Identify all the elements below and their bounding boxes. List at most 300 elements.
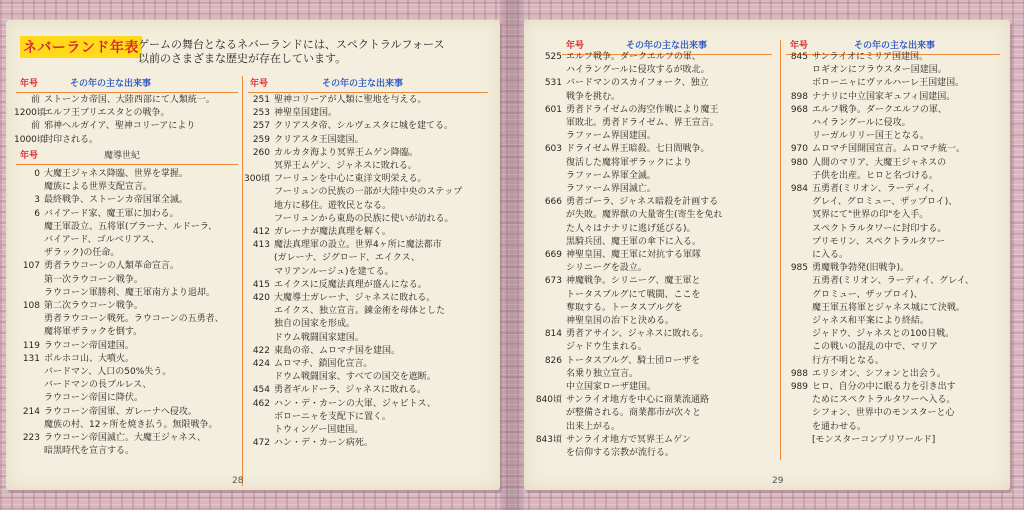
event-cell: ザラック)の任命。 xyxy=(44,248,120,259)
event-cell: 地方に移住。遊牧民となる。 xyxy=(274,200,392,211)
year-header: 年号 xyxy=(790,41,809,51)
timeline-row xyxy=(244,213,496,226)
event-cell: クリアスタ王国建国。 xyxy=(274,134,364,145)
timeline-row xyxy=(528,183,778,196)
year-cell xyxy=(528,407,566,420)
timeline-row xyxy=(528,143,778,156)
timeline-row xyxy=(244,279,496,292)
event-cell: 邪神ヘルガイア、聖神コリーアにより xyxy=(44,121,196,132)
year-cell xyxy=(528,117,566,130)
event-cell: ボルホコ山、大噴火。 xyxy=(44,353,135,364)
event-cell: フーリュンから東島の民族に使いが訪れる。 xyxy=(274,213,454,224)
event-cell: 冥界王ムゲン、ジャネスに敗れる。 xyxy=(274,161,417,172)
era-header xyxy=(20,150,240,162)
year-cell xyxy=(528,157,566,170)
year-cell: 462 xyxy=(252,398,270,409)
year-cell: 259 xyxy=(252,134,270,145)
timeline-row xyxy=(782,381,1010,394)
event-cell: ハン・デ・カーンの大軍、ジャビトス、 xyxy=(274,398,436,409)
column-divider xyxy=(242,76,243,486)
year-header: 年号 xyxy=(250,79,269,89)
timeline-row xyxy=(528,434,778,447)
year-cell xyxy=(528,262,566,275)
year-cell xyxy=(528,183,566,196)
event-cell: ドライゼム界王暗殺。七日間戦争。 xyxy=(566,144,710,155)
timeline-row xyxy=(14,300,239,313)
year-cell xyxy=(528,91,566,104)
year-cell: 845 xyxy=(790,52,808,62)
timeline-row xyxy=(528,223,778,236)
event-cell: ドウム戦闘国家、すべての国交を遮断。 xyxy=(274,372,436,383)
event-cell: 魔将軍ザラックを倒す。 xyxy=(44,327,143,338)
event-cell: 魔族による世界支配宣言。 xyxy=(44,182,153,193)
event-cell: 勇者ドライゼムの海空作戦により魔王 xyxy=(566,104,719,115)
event-cell: マリアンルージュ)を建てる。 xyxy=(274,266,394,277)
year-cell: 968 xyxy=(790,104,808,115)
year-cell xyxy=(244,266,274,279)
timeline-row xyxy=(782,183,1010,196)
col3-entries xyxy=(528,51,778,460)
year-cell: 107 xyxy=(22,261,40,272)
event-cell: ガレーナが魔法真理を解く。 xyxy=(274,227,391,238)
timeline-row xyxy=(528,104,778,117)
timeline-row xyxy=(14,120,239,133)
event-cell: サンライオ地方を中心に商業流通路 xyxy=(566,395,710,406)
year-cell xyxy=(244,371,274,384)
year-cell: 223 xyxy=(22,433,40,444)
event-cell: 勇者アサイン、ジャネスに敗れる。 xyxy=(566,329,709,340)
event-cell: ボローニャを支配下に置く。 xyxy=(274,411,391,422)
timeline-row xyxy=(244,226,496,239)
col2-header xyxy=(250,78,480,90)
year-cell: 984 xyxy=(790,184,808,195)
event-cell: ジャドウ生まれる。 xyxy=(566,342,647,353)
event-cell: 神聖皇国の治下と決める。 xyxy=(566,316,675,327)
timeline-row xyxy=(14,353,239,366)
timeline-row xyxy=(244,94,496,107)
timeline-row xyxy=(528,275,778,288)
timeline-row xyxy=(782,143,1010,156)
event-cell: 聖神コリーアが人類に聖地を与える。 xyxy=(274,95,427,105)
year-cell xyxy=(782,209,812,222)
year-cell: 251 xyxy=(252,95,270,105)
year-cell xyxy=(244,424,274,437)
event-cell: バードマン、人口の50%失う。 xyxy=(44,367,172,378)
year-cell xyxy=(528,236,566,249)
timeline-row xyxy=(782,394,1010,407)
event-cell: 勇者ギルドーラ、ジャネスに敗れる。 xyxy=(274,385,427,396)
timeline-row xyxy=(14,247,239,260)
intro-text xyxy=(138,38,444,66)
year-cell: 119 xyxy=(22,340,40,351)
year-cell xyxy=(782,130,812,143)
event-cell: バードマンの長ブルレス、 xyxy=(44,380,152,391)
timeline-row xyxy=(782,421,1010,434)
event-cell: 魔法真理軍の設立。世界4ヶ所に魔法都市 xyxy=(274,240,442,251)
year-cell xyxy=(528,447,566,460)
event-cell: エルフ王ブリエスタとの戦争。 xyxy=(44,108,170,119)
event-cell: ラウコーン帝国に降伏。 xyxy=(44,393,143,404)
year-cell xyxy=(782,315,812,328)
year-cell: 531 xyxy=(544,78,562,89)
year-cell: 253 xyxy=(252,108,270,119)
timeline-row xyxy=(244,305,496,318)
event-cell: 名乗り独立宣言。 xyxy=(566,368,639,379)
timeline-row xyxy=(244,134,496,147)
timeline-row xyxy=(528,236,778,249)
year-cell xyxy=(528,130,566,143)
page-title: ネバーランド年表 xyxy=(20,36,142,58)
event-cell: エイクス、独立宣言。錬金術を母体とした xyxy=(274,306,446,317)
event-cell: スペクトラルタワーに封印する。 xyxy=(812,223,947,234)
timeline-row xyxy=(14,432,239,445)
year-cell: 413 xyxy=(252,240,270,251)
year-cell: 214 xyxy=(22,406,40,417)
timeline-row xyxy=(244,332,496,345)
event-cell: トウィンゲー国建国。 xyxy=(274,425,364,436)
event-cell: ドウム戦闘国家建国。 xyxy=(274,332,364,343)
event-cell: トータスブルグ、騎士団ローザを xyxy=(566,355,701,366)
timeline-row xyxy=(244,398,496,411)
timeline-row xyxy=(244,147,496,160)
year-cell: 6 xyxy=(34,208,40,219)
event-cell: 黒騎兵団、魔王軍の傘下に入る。 xyxy=(566,236,702,247)
year-cell: 257 xyxy=(252,121,270,132)
timeline-row xyxy=(14,221,239,234)
event-cell: が失敗。魔界獣の大量寄生(寄生を免れ xyxy=(566,210,723,221)
event-cell: 五勇者(ミリオン、ラーディイ、 xyxy=(812,184,940,195)
year-cell: 0 xyxy=(34,169,40,179)
timeline-row xyxy=(782,249,1010,262)
event-cell: ストーンカ帝国、大陸西部にて人類統一。 xyxy=(44,95,215,105)
year-cell xyxy=(14,392,44,405)
timeline-row xyxy=(14,406,239,419)
col2-header-line xyxy=(248,92,488,93)
year-cell xyxy=(528,289,566,302)
event-cell: 第二次ラウコーン戦争。 xyxy=(44,301,143,312)
col1-pre-entries xyxy=(14,94,239,147)
year-cell: 422 xyxy=(252,345,270,356)
year-cell xyxy=(528,64,566,77)
timeline-row xyxy=(14,379,239,392)
year-header: 年号 xyxy=(20,79,39,89)
event-cell: に入る。 xyxy=(812,250,849,261)
year-cell: 3 xyxy=(34,195,40,206)
timeline-row xyxy=(14,208,239,221)
event-cell: フーリュンを中心に東洋文明栄える。 xyxy=(274,174,427,185)
event-cell: 中立国家ローザ建国。 xyxy=(566,382,657,393)
year-cell xyxy=(14,419,44,432)
year-cell xyxy=(14,221,44,234)
year-cell xyxy=(782,249,812,262)
era-header-line xyxy=(16,164,238,165)
year-cell: 669 xyxy=(544,250,562,261)
year-cell: 131 xyxy=(22,353,40,364)
event-cell: バイアード、ゴルベリアス、 xyxy=(44,235,160,246)
timeline-row xyxy=(782,130,1010,143)
timeline-row xyxy=(528,170,778,183)
year-cell xyxy=(782,302,812,315)
year-cell: 260 xyxy=(252,147,270,158)
timeline-row xyxy=(244,292,496,305)
timeline-row xyxy=(782,223,1010,236)
year-cell: 843頃 xyxy=(535,434,562,445)
timeline-row xyxy=(528,249,778,262)
event-header: その年の主な出来事 xyxy=(70,79,152,89)
event-cell: 出来上がる。 xyxy=(566,421,621,432)
year-cell: 603 xyxy=(544,144,562,155)
timeline-row xyxy=(782,117,1010,130)
event-cell: ロギオンにフラウスター国建国。 xyxy=(812,65,947,76)
year-cell xyxy=(528,302,566,315)
timeline-row xyxy=(782,196,1010,209)
event-cell: シリニーグを設立。 xyxy=(566,263,647,274)
event-cell: 神聖皇国建国。 xyxy=(274,108,338,119)
timeline-row xyxy=(244,384,496,397)
year-cell xyxy=(14,234,44,247)
year-cell xyxy=(782,407,812,420)
year-cell xyxy=(244,160,274,173)
year-cell: 666 xyxy=(544,197,562,208)
timeline-row xyxy=(528,289,778,302)
year-cell: 970 xyxy=(790,144,808,155)
event-cell: この戦いの混乱の中で、マリア xyxy=(812,342,938,353)
event-cell: が整備される。商業都市が次々と xyxy=(566,408,702,419)
event-cell: ラファーム界国滅亡。 xyxy=(566,184,656,195)
year-cell: 412 xyxy=(252,227,270,238)
timeline-row xyxy=(14,366,239,379)
year-cell xyxy=(14,274,44,287)
timeline-row xyxy=(244,266,496,279)
year-cell xyxy=(782,275,812,288)
event-cell: ハイラングールに侵攻するが敗北。 xyxy=(566,65,710,76)
event-cell: 子供を出産。ヒロと名づける。 xyxy=(812,170,939,181)
event-header: その年の主な出来事 xyxy=(322,79,404,89)
event-cell: ハン・デ・カーン病死。 xyxy=(274,438,373,449)
event-cell: 戦争を挑む。 xyxy=(566,91,621,102)
timeline-row xyxy=(782,91,1010,104)
year-cell: 300頃 xyxy=(244,174,271,185)
year-cell xyxy=(244,186,274,199)
timeline-row xyxy=(782,407,1010,420)
timeline-row xyxy=(782,434,1010,447)
year-cell xyxy=(14,379,44,392)
col1-header xyxy=(20,78,240,90)
timeline-row xyxy=(14,134,239,147)
timeline-row xyxy=(528,196,778,209)
timeline-row xyxy=(528,381,778,394)
event-cell: バードマンのスカイフォーク、独立 xyxy=(566,78,709,89)
event-cell: 冥界にて"世界の印"を入手。 xyxy=(812,210,929,221)
event-cell: を通わせる。 xyxy=(812,421,867,432)
timeline-row xyxy=(244,437,496,450)
event-cell: 独自の国家を形成。 xyxy=(274,319,356,330)
year-cell xyxy=(528,421,566,434)
year-cell xyxy=(244,332,274,345)
timeline-row xyxy=(782,77,1010,90)
timeline-row xyxy=(528,368,778,381)
timeline-row xyxy=(14,419,239,432)
year-cell xyxy=(528,315,566,328)
timeline-row xyxy=(14,340,239,353)
event-cell: エルフ戦争。ダークエルフの軍、 xyxy=(566,52,701,62)
year-cell xyxy=(14,287,44,300)
col2-entries xyxy=(244,94,496,450)
timeline-row xyxy=(14,181,239,194)
page-number: 29 xyxy=(772,476,784,486)
event-cell: ラウコーン帝国滅亡。大魔王ジャネス、 xyxy=(44,433,206,444)
timeline-row xyxy=(14,234,239,247)
event-cell: 軍敗北。勇者ドライゼム、界王宣言。 xyxy=(566,118,719,129)
year-cell xyxy=(528,209,566,222)
event-cell: エイクスに反魔法真理が盛んになる。 xyxy=(274,279,427,290)
year-cell xyxy=(528,223,566,236)
timeline-row xyxy=(782,315,1010,328)
timeline-row xyxy=(244,120,496,133)
year-cell xyxy=(244,200,274,213)
event-cell: ラウコーン帝国建国。 xyxy=(44,340,134,351)
timeline-row xyxy=(782,64,1010,77)
year-cell xyxy=(244,305,274,318)
event-cell: 神聖皇国、魔王軍に対抗する軍隊 xyxy=(566,250,702,261)
event-cell: エルフ戦争。ダークエルフの軍、 xyxy=(812,104,947,115)
event-cell: 人間のマリア、大魔王ジャネスの xyxy=(812,157,947,168)
event-cell: (ガレーナ、ジグロード、エイクス、 xyxy=(274,253,420,264)
timeline-row xyxy=(528,51,778,64)
event-cell: クリアスタ帝、シルヴェスタに城を建てる。 xyxy=(274,121,454,132)
timeline-row xyxy=(528,209,778,222)
timeline-row xyxy=(528,341,778,354)
intro-line-1: ゲームの舞台となるネバーランドには、スペクトラルフォース xyxy=(138,38,445,51)
event-cell: 神魔戦争。シリニーグ、魔王軍と xyxy=(566,276,701,287)
right-page xyxy=(524,20,1010,490)
timeline-row xyxy=(528,355,778,368)
event-header: その年の主な出来事 xyxy=(626,41,708,51)
timeline-row xyxy=(14,260,239,273)
year-cell xyxy=(244,213,274,226)
event-cell: 勇魔戦争勃発(旧戦争)。 xyxy=(812,263,910,274)
event-cell: ためにスペクトラルタワーへ入る。 xyxy=(812,395,956,406)
timeline-row xyxy=(528,91,778,104)
timeline-row xyxy=(244,107,496,120)
year-cell xyxy=(782,328,812,341)
year-cell: 898 xyxy=(790,91,808,102)
year-cell xyxy=(244,252,274,265)
year-cell: 673 xyxy=(544,276,562,287)
timeline-row xyxy=(244,186,496,199)
timeline-row xyxy=(528,407,778,420)
event-cell: 第一次ラウコーン戦争。 xyxy=(44,274,143,285)
year-cell xyxy=(782,289,812,302)
year-cell xyxy=(14,326,44,339)
year-cell: 525 xyxy=(544,52,562,62)
event-cell: トータスブルグにて戦闘、ここを xyxy=(566,289,701,300)
year-cell: 108 xyxy=(22,301,40,312)
timeline-row xyxy=(14,168,239,181)
event-cell: 復活した魔将軍ザラックにより xyxy=(566,157,692,168)
year-cell: 989 xyxy=(790,382,808,393)
year-cell: 601 xyxy=(544,104,562,115)
year-cell: 988 xyxy=(790,368,808,379)
timeline-row xyxy=(528,302,778,315)
event-cell: を信仰する宗教が流行る。 xyxy=(566,448,675,459)
timeline-row xyxy=(528,64,778,77)
year-cell xyxy=(782,341,812,354)
event-cell: ナナリに中立国家ギュフィ国建国。 xyxy=(812,91,956,102)
year-cell xyxy=(244,411,274,424)
year-cell: 424 xyxy=(252,359,270,370)
timeline-row xyxy=(782,275,1010,288)
event-cell: 魔王軍五将軍とジャネス城にて決戦。 xyxy=(812,302,965,313)
event-cell: サンライオにミリア国建国。 xyxy=(812,52,929,62)
year-cell: 1200頃 xyxy=(14,108,46,119)
timeline-row xyxy=(14,326,239,339)
year-cell: 420 xyxy=(252,293,270,304)
year-cell xyxy=(782,196,812,209)
timeline-row xyxy=(782,209,1010,222)
year-cell xyxy=(782,236,812,249)
era-year-header: 年号 xyxy=(20,151,39,161)
event-cell: カルカタ海より冥界王ムゲン降臨。 xyxy=(274,147,418,158)
col1-entries xyxy=(14,168,239,458)
timeline-row xyxy=(14,194,239,207)
event-cell: ラウコーン帝国軍、ガレーナへ侵攻。 xyxy=(44,406,197,417)
year-cell xyxy=(528,368,566,381)
year-cell: 前 xyxy=(30,121,40,132)
event-cell: ラウコーン軍勝利、魔王軍南方より退却。 xyxy=(44,287,215,298)
event-cell: サンライオ地方で冥界王ムゲン xyxy=(566,434,691,445)
timeline-row xyxy=(528,421,778,434)
year-cell xyxy=(782,223,812,236)
event-cell: エリシオン、シフォンと出会う。 xyxy=(812,368,946,379)
year-cell: 814 xyxy=(544,329,562,340)
year-cell xyxy=(14,247,44,260)
event-cell: 勇者ラウコーンの人類革命宣言。 xyxy=(44,261,179,272)
left-page xyxy=(6,20,500,490)
col4-entries xyxy=(782,51,1010,447)
year-header: 年号 xyxy=(566,41,585,51)
timeline-row xyxy=(528,130,778,143)
event-cell: 魔王軍設立、五将軍(ブラーナ、ルドーラ、 xyxy=(44,221,218,232)
event-cell: 魔族の村、12ヶ所を焼き払う。無限戦争。 xyxy=(44,419,218,430)
year-cell xyxy=(782,355,812,368)
timeline-row xyxy=(14,287,239,300)
timeline-row xyxy=(244,252,496,265)
year-cell: 826 xyxy=(544,355,562,366)
timeline-row xyxy=(244,345,496,358)
timeline-row xyxy=(244,424,496,437)
timeline-row xyxy=(782,170,1010,183)
event-cell: 最終戦争、ストーンカ帝国軍全滅。 xyxy=(44,195,188,206)
event-cell: ラファーム界軍全滅。 xyxy=(566,170,656,181)
timeline-row xyxy=(528,315,778,328)
year-cell: 980 xyxy=(790,157,808,168)
year-cell: 415 xyxy=(252,279,270,290)
timeline-row xyxy=(782,262,1010,275)
event-cell: ジャネス和平案により終結。 xyxy=(812,316,929,327)
timeline-row xyxy=(244,371,496,384)
event-header: その年の主な出来事 xyxy=(854,41,936,51)
event-cell: [モンスターコンプリワールド] xyxy=(812,434,936,445)
timeline-row xyxy=(14,392,239,405)
timeline-row xyxy=(782,368,1010,381)
year-cell: 1000頃 xyxy=(14,134,46,145)
event-cell: 封印される。 xyxy=(44,134,99,145)
book-spine xyxy=(500,0,524,510)
event-cell: ハイラングールに侵攻。 xyxy=(812,118,911,129)
timeline-row xyxy=(782,51,1010,64)
year-cell xyxy=(782,117,812,130)
